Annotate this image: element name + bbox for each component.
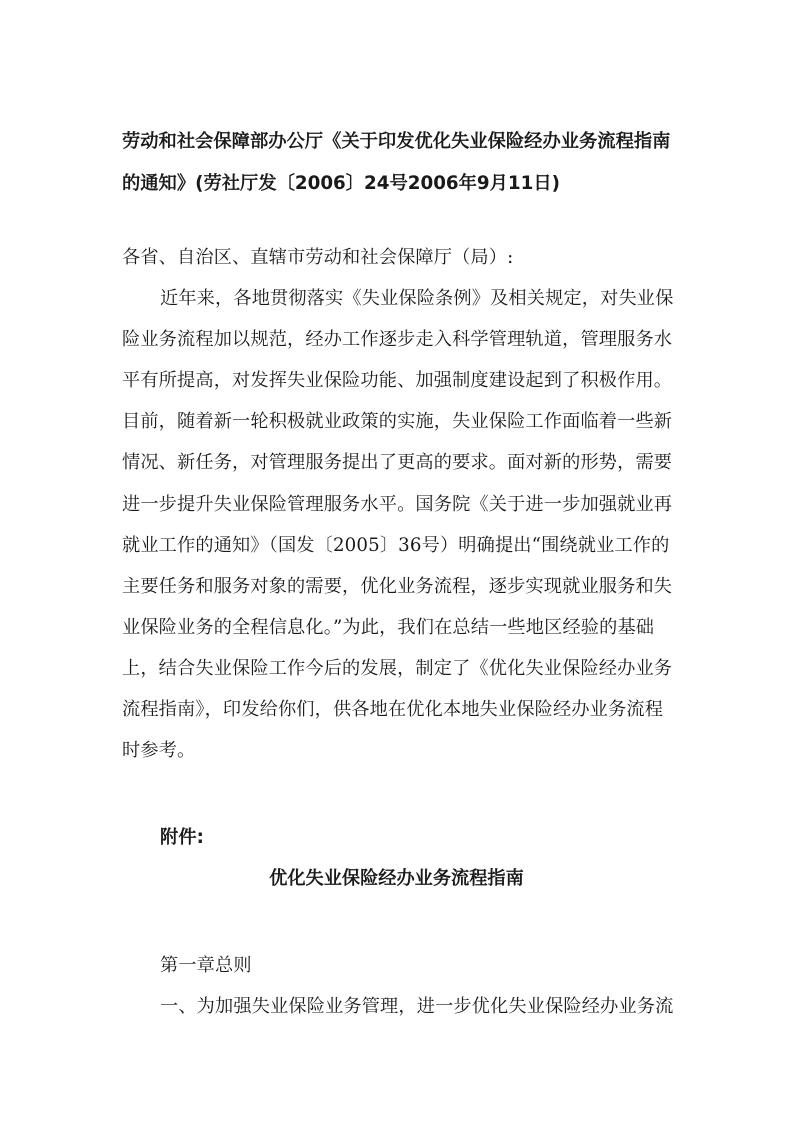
body-line: 进一步提升失业保险管理服务水平。国务院《关于进一步加强就业再 [122, 494, 673, 515]
body-line: 时参考。 [122, 740, 196, 761]
salutation: 各省、自治区、直辖市劳动和社会保障厅（局）: [122, 247, 514, 268]
body-line: 业保险业务的全程信息化。”为此，我们在总结一些地区经验的基础 [122, 617, 655, 638]
body-line: 险业务流程加以规范，经办工作逐步走入科学管理轨道，管理服务水 [122, 329, 673, 350]
body-line: 流程指南》，印发给你们，供各地在优化本地失业保险经办业务流程 [122, 699, 664, 720]
body-line: 主要任务和服务对象的需要，优化业务流程，逐步实现就业服务和失 [122, 576, 673, 597]
body-line: 目前，随着新一轮积极就业政策的实施，失业保险工作面临着一些新 [122, 411, 673, 432]
body-line: 近年来，各地贯彻落实《失业保险条例》及相关规定，对失业保 [160, 288, 674, 309]
body-line: 平有所提高，对发挥失业保险功能、加强制度建设起到了积极作用。 [122, 370, 673, 391]
body-line: 上，结合失业保险工作今后的发展，制定了《优化失业保险经办业务 [122, 658, 673, 679]
first-clause: 一、为加强失业保险业务管理，进一步优化失业保险经办业务流 [160, 996, 674, 1017]
body-line: 就业工作的通知》（国发〔2005〕36号）明确提出“围绕就业工作的 [122, 535, 670, 556]
body-line: 情况、新任务，对管理服务提出了更高的要求。面对新的形势，需要 [122, 452, 673, 473]
document-title-line-1: 劳动和社会保障部办公厅《关于印发优化失业保险经办业务流程指南 [122, 131, 671, 152]
chapter-heading: 第一章总则 [160, 955, 252, 976]
attachment-title: 优化失业保险经办业务流程指南 [269, 868, 524, 889]
attachment-label: 附件: [160, 827, 205, 848]
document-title-line-2: 的通知》(劳社厅发〔2006〕24号2006年9月11日) [122, 173, 561, 194]
